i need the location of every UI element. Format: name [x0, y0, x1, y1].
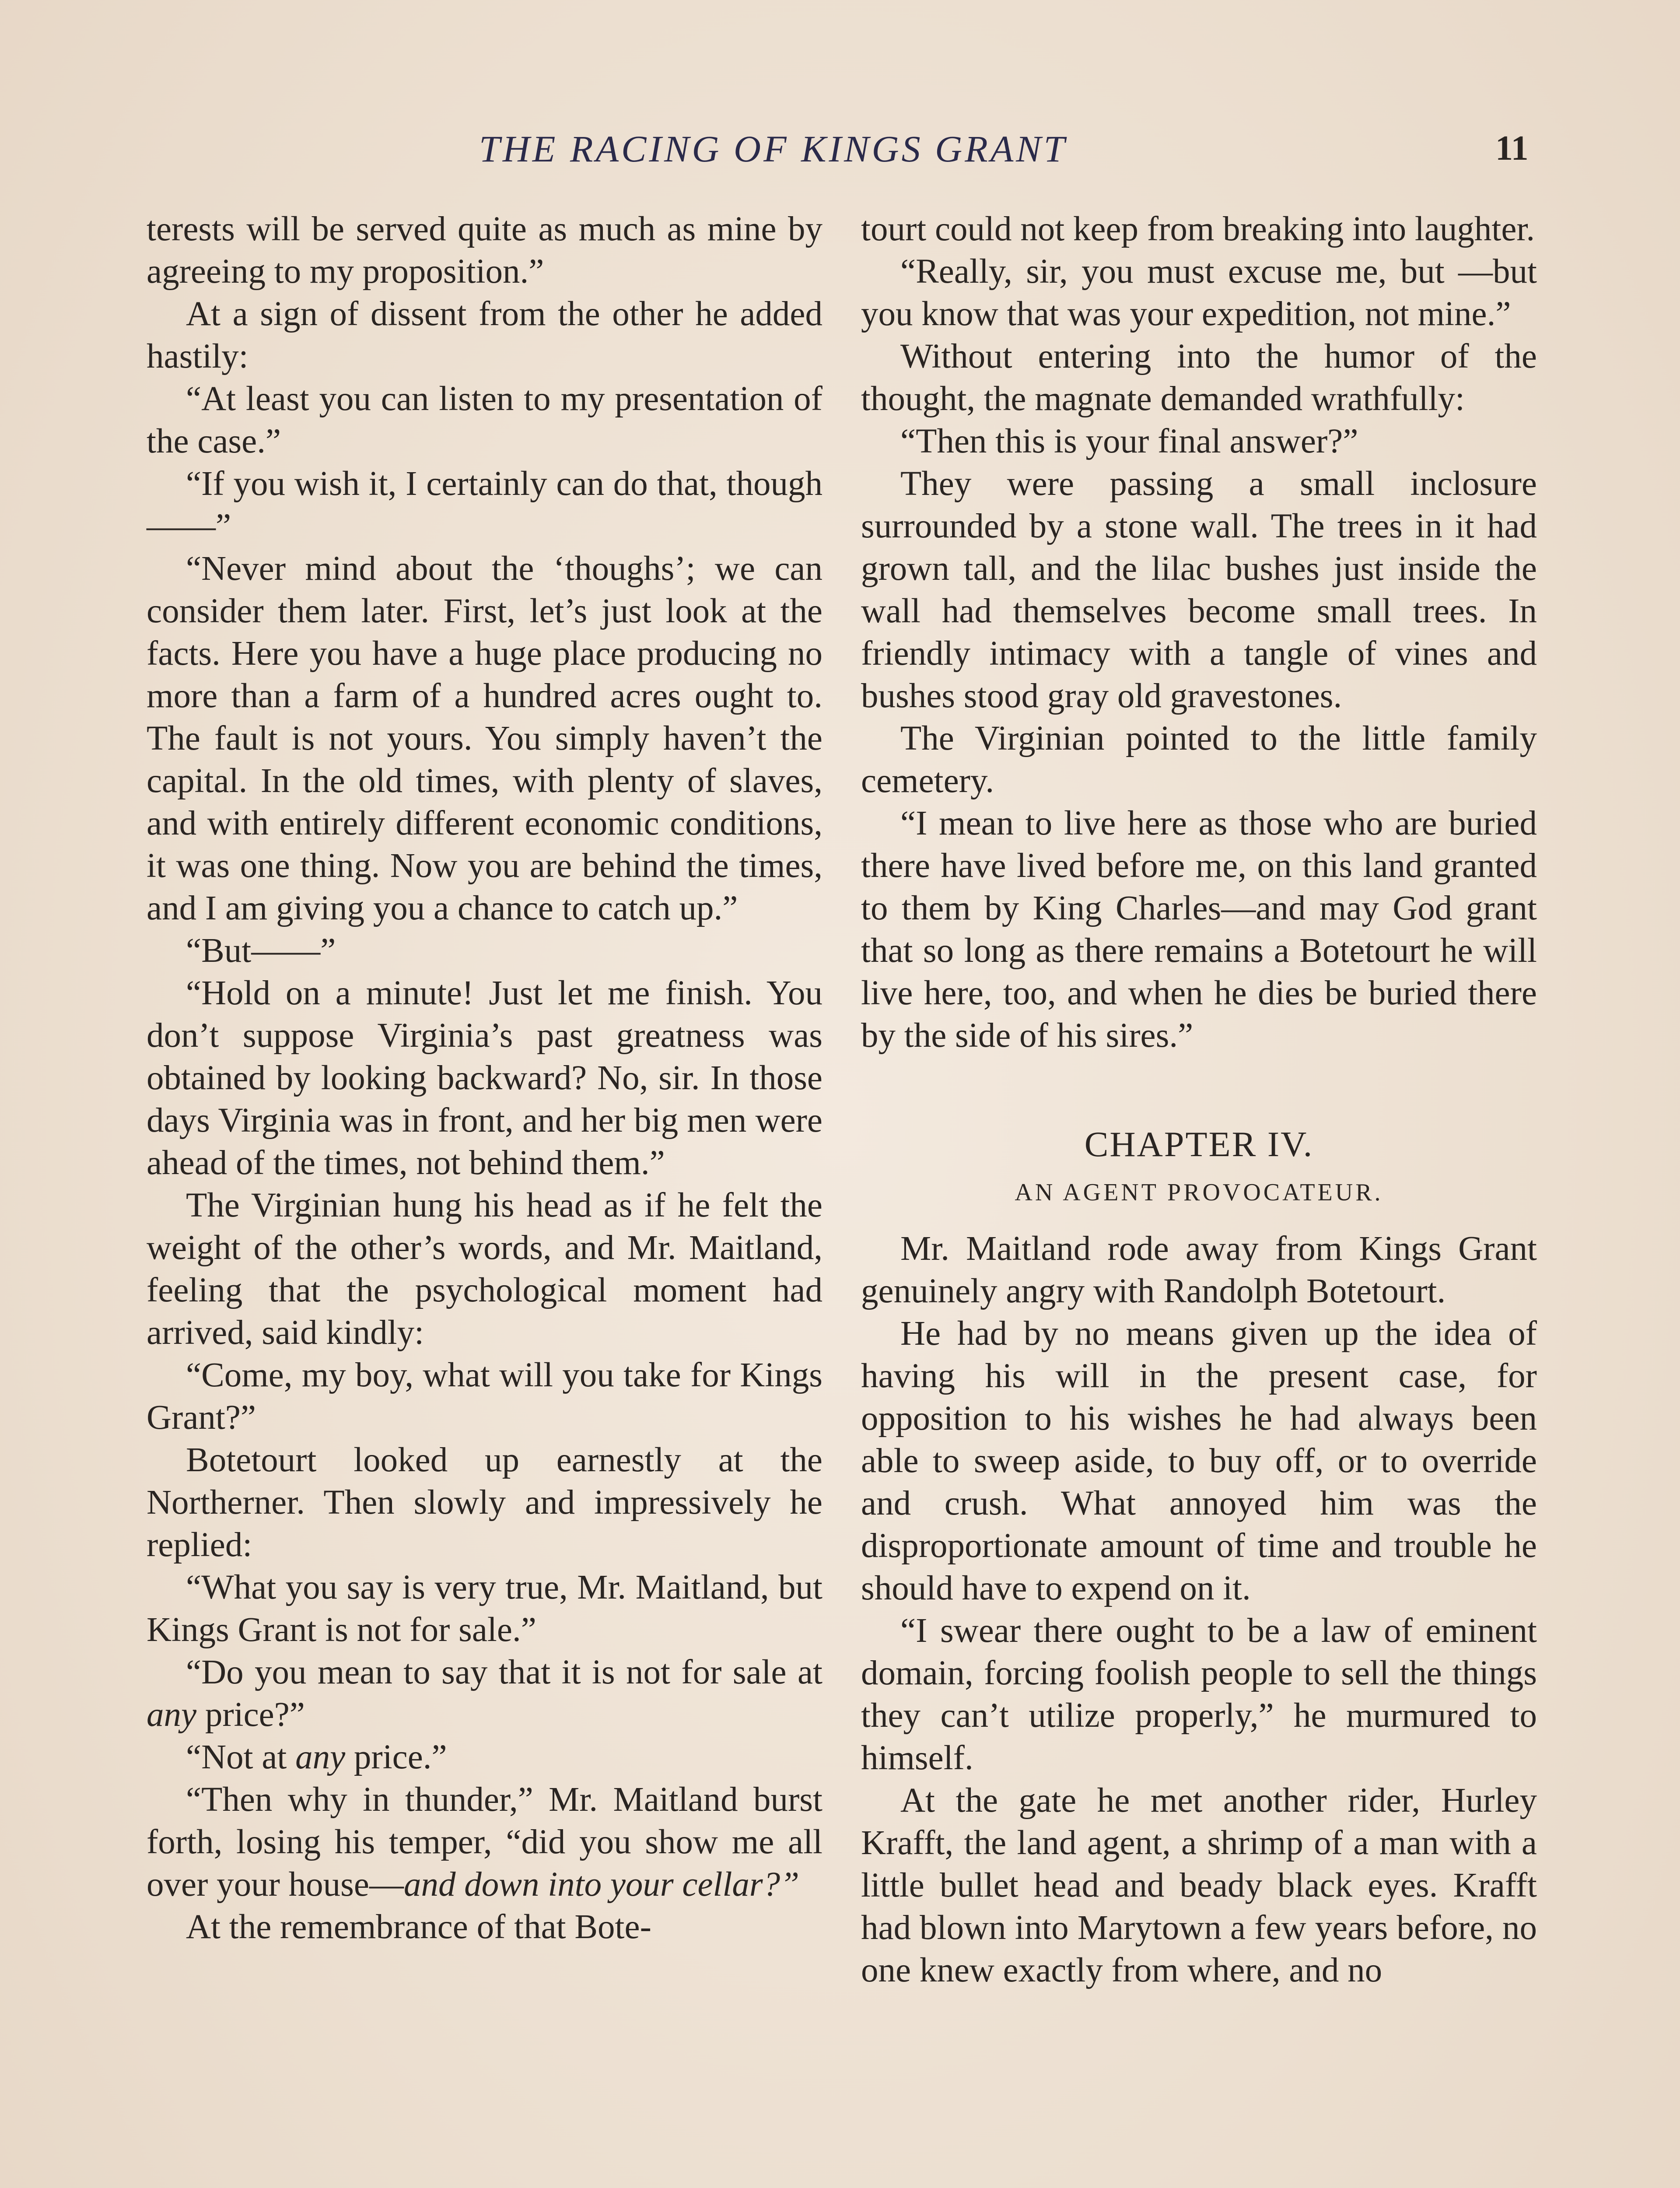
paragraph: At the remembrance of that Bote-	[186, 1908, 651, 1946]
right-column-bottom	[861, 1227, 1537, 1992]
paragraph: “Not at any price.”	[186, 1738, 447, 1776]
right-column-top	[861, 208, 1537, 1057]
emphasis: any	[295, 1738, 346, 1776]
paragraph: “But——”	[186, 932, 336, 970]
page-number: 11	[1495, 129, 1529, 168]
paragraph: They were passing a small inclosure surrounded by a stone wall. The trees in it had grown tall, and the lilac bushes just inside the wall had themselves become small trees. In friendly intimacy with a tangle of vines and bushes stood gray old gravestones.	[861, 465, 1537, 715]
paragraph: Botetourt looked up earnestly at the Northerner. Then slowly and impressively he replied:	[147, 1441, 822, 1564]
chapter-subtitle: AN AGENT PROVOCATEUR.	[1015, 1179, 1383, 1206]
paragraph: “What you say is very true, Mr. Maitland, but Kings Grant is not for sale.”	[147, 1568, 822, 1649]
right-column	[861, 208, 1537, 1992]
paragraph: At a sign of dissent from the other he added hastily:	[147, 295, 822, 375]
paragraph: “Come, my boy, what will you take for Kings Grant?”	[147, 1356, 822, 1437]
paragraph: “Then why in thunder,” Mr. Maitland burst forth, losing his temper, “did you show me all over your house—and down into your cellar?”	[147, 1781, 822, 1904]
paragraph: “Really, sir, you must excuse me, but —but you know that was your expedition, not mine.”	[861, 252, 1537, 333]
paragraph: The Virginian hung his head as if he felt the weight of the other’s words, and Mr. Maitland, feeling that the psychological moment had arrived, said kindly:	[147, 1186, 822, 1352]
paragraph: “At least you can listen to my presentation of the case.”	[147, 380, 822, 460]
paragraph: “I mean to live here as those who are buried there have lived before me, on this land granted to them by King Charles—and may God grant that so long as there remains a Botetourt he will live here, too, and when he dies be buried there by the side of his sires.”	[861, 804, 1537, 1055]
emphasis: and down into your cellar?”	[404, 1865, 800, 1904]
paragraph: tourt could not keep from breaking into laughter.	[861, 210, 1535, 248]
paragraph: “Never mind about the ‘thoughs’; we can consider them later. First, let’s just look at the facts. Here you have a huge place producing no more than a farm of a hundred acres ought to. The fault is not yours. You simply haven’t the capital. In the old times, with plenty of slaves, and with entirely different economic conditions, it was one thing. Now you are behind the times, and I am giving you a chance to catch up.”	[147, 550, 822, 927]
running-title: THE RACING OF KINGS GRANT	[479, 128, 1068, 170]
paragraph: Mr. Maitland rode away from Kings Grant genuinely angry with Randolph Botetourt.	[861, 1230, 1537, 1310]
paragraph: “Hold on a minute! Just let me finish. You don’t suppose Virginia’s past greatness was obtained by looking backward? No, sir. In those days Virginia was in front, and her big men were ahead of the times, not behind them.”	[147, 974, 822, 1182]
paragraph: “Then this is your final answer?”	[900, 422, 1358, 460]
paragraph: “Do you mean to say that it is not for sale at any price?”	[147, 1653, 822, 1734]
paragraph: “I swear there ought to be a law of eminent domain, forcing foolish people to sell the things they can’t utilize properly,” he murmured to himself.	[861, 1612, 1537, 1777]
paragraph: He had by no means given up the idea of having his will in the present case, for opposition to his wishes he had always been able to sweep aside, to buy off, or to override and crush. What annoyed him was the disproportionate amount of time and trouble he should have to expend on it.	[861, 1315, 1537, 1607]
paragraph: Without entering into the humor of the thought, the magnate demanded wrathfully:	[861, 337, 1537, 418]
paragraph: At the gate he met another rider, Hurley Krafft, the land agent, a shrimp of a man with a little bullet head and beady black eyes. Krafft had blown into Marytown a few years before, no one knew exactly from where, and no	[861, 1781, 1537, 1989]
emphasis: any	[147, 1696, 197, 1734]
paragraph: “If you wish it, I certainly can do that, though——”	[147, 465, 822, 545]
paragraph: The Virginian pointed to the little family cemetery.	[861, 719, 1537, 800]
chapter-title: CHAPTER IV.	[1084, 1124, 1314, 1164]
left-column	[147, 208, 822, 1948]
page-header	[0, 127, 1680, 179]
paragraph: terests will be served quite as much as mine by agreeing to my proposition.”	[147, 210, 822, 291]
